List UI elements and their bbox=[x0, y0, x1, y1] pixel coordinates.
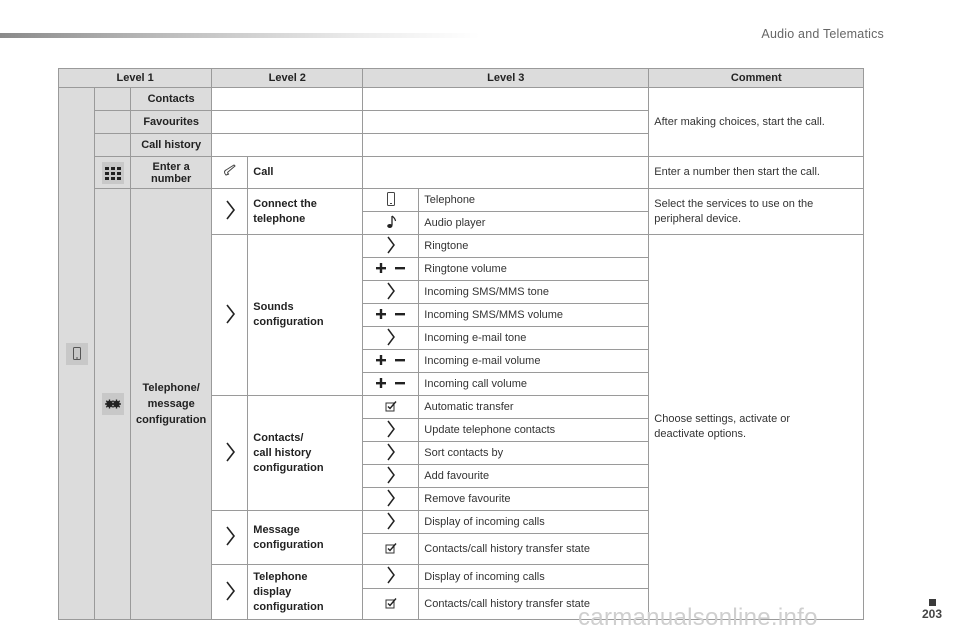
level3-icon-cell bbox=[363, 189, 419, 212]
level3-update-contacts: Update telephone contacts bbox=[419, 419, 649, 442]
empty-cell bbox=[363, 157, 649, 189]
watermark: carmanualsonline.info bbox=[578, 604, 818, 631]
telephone-icon-cell bbox=[59, 88, 95, 620]
level3-icon-cell bbox=[363, 258, 419, 281]
call-icon-cell bbox=[212, 157, 248, 189]
chevron-right-icon bbox=[224, 199, 236, 221]
chevron-right-icon bbox=[386, 566, 396, 584]
plus-minus-icon bbox=[375, 262, 407, 274]
level3-call-volume: Incoming call volume bbox=[419, 373, 649, 396]
level3-icon-cell bbox=[363, 511, 419, 534]
level3-icon-cell bbox=[363, 419, 419, 442]
chevron-cell bbox=[212, 396, 248, 511]
level1-telephone-message-configuration: Telephone/ message configuration bbox=[131, 189, 212, 620]
comment-contacts: After making choices, start the call. bbox=[649, 88, 864, 157]
level3-icon-cell bbox=[363, 488, 419, 511]
level3-sms-mms-tone: Incoming SMS/MMS tone bbox=[419, 281, 649, 304]
level2-message-configuration: Message configuration bbox=[248, 511, 363, 565]
chevron-cell bbox=[212, 511, 248, 565]
header-level-3: Level 3 bbox=[363, 69, 649, 88]
phone-handset-icon bbox=[222, 163, 238, 179]
telephone-menu-table bbox=[58, 68, 864, 620]
checkbox-icon bbox=[385, 542, 397, 554]
level3-sms-mms-volume: Incoming SMS/MMS volume bbox=[419, 304, 649, 327]
level3-automatic-transfer: Automatic transfer bbox=[419, 396, 649, 419]
blank-icon-cell bbox=[95, 88, 131, 111]
music-note-icon bbox=[385, 215, 397, 229]
checkbox-icon bbox=[385, 400, 397, 412]
level3-icon-cell bbox=[363, 396, 419, 419]
plus-minus-icon bbox=[375, 377, 407, 389]
chevron-cell bbox=[212, 235, 248, 396]
level3-icon-cell bbox=[363, 534, 419, 565]
level3-icon-cell bbox=[363, 373, 419, 396]
level3-icon-cell bbox=[363, 212, 419, 235]
header-gradient-bar bbox=[0, 33, 480, 38]
level3-icon-cell bbox=[363, 565, 419, 589]
comment-enter-number: Enter a number then start the call. bbox=[649, 157, 864, 189]
keypad-icon-cell bbox=[95, 157, 131, 189]
level3-icon-cell bbox=[363, 465, 419, 488]
level3-icon-cell bbox=[363, 281, 419, 304]
level1-contacts: Contacts bbox=[131, 88, 212, 111]
level3-message-transfer-state: Contacts/call history transfer state bbox=[419, 534, 649, 565]
chevron-cell bbox=[212, 565, 248, 620]
level3-email-volume: Incoming e-mail volume bbox=[419, 350, 649, 373]
page-number: 203 bbox=[921, 607, 942, 621]
level3-audio-player: Audio player bbox=[419, 212, 649, 235]
level3-icon-cell bbox=[363, 442, 419, 465]
level3-icon-cell bbox=[363, 327, 419, 350]
level2-contacts-call-history-configuration: Contacts/ call history configuration bbox=[248, 396, 363, 511]
chevron-right-icon bbox=[224, 525, 236, 547]
plus-minus-icon bbox=[375, 354, 407, 366]
smartphone-icon bbox=[386, 192, 396, 206]
chevron-right-icon bbox=[224, 303, 236, 325]
level3-icon-cell bbox=[363, 589, 419, 620]
level3-display-transfer-state: Contacts/call history transfer state bbox=[419, 589, 649, 620]
chevron-right-icon bbox=[224, 441, 236, 463]
empty-cell bbox=[363, 111, 649, 134]
level2-sounds-configuration: Sounds configuration bbox=[248, 235, 363, 396]
level3-remove-favourite: Remove favourite bbox=[419, 488, 649, 511]
level3-display-incoming-calls: Display of incoming calls bbox=[419, 565, 649, 589]
settings-gears-icon bbox=[102, 393, 124, 415]
level3-ringtone: Ringtone bbox=[419, 235, 649, 258]
level3-email-tone: Incoming e-mail tone bbox=[419, 327, 649, 350]
level3-icon-cell bbox=[363, 350, 419, 373]
comment-connect: Select the services to use on the peripheral device. bbox=[649, 189, 864, 235]
empty-cell bbox=[363, 88, 649, 111]
level3-sort-contacts: Sort contacts by bbox=[419, 442, 649, 465]
chevron-right-icon bbox=[386, 282, 396, 300]
level3-icon-cell bbox=[363, 304, 419, 327]
level3-icon-cell bbox=[363, 235, 419, 258]
level1-favourites: Favourites bbox=[131, 111, 212, 134]
level1-call-history: Call history bbox=[131, 134, 212, 157]
plus-minus-icon bbox=[375, 308, 407, 320]
header-level-2: Level 2 bbox=[212, 69, 363, 88]
level2-telephone-display-configuration: Telephone display configuration bbox=[248, 565, 363, 620]
smartphone-icon bbox=[66, 343, 88, 365]
chevron-right-icon bbox=[386, 236, 396, 254]
header-comment: Comment bbox=[649, 69, 864, 88]
level2-connect-telephone: Connect the telephone bbox=[248, 189, 363, 235]
level2-call: Call bbox=[248, 157, 363, 189]
empty-cell bbox=[212, 111, 363, 134]
level3-telephone: Telephone bbox=[419, 189, 649, 212]
blank-icon-cell bbox=[95, 111, 131, 134]
chevron-right-icon bbox=[386, 466, 396, 484]
header-level-1: Level 1 bbox=[59, 69, 212, 88]
empty-cell bbox=[363, 134, 649, 157]
level3-message-display-incoming: Display of incoming calls bbox=[419, 511, 649, 534]
chevron-right-icon bbox=[386, 512, 396, 530]
chevron-right-icon bbox=[386, 420, 396, 438]
empty-cell bbox=[212, 88, 363, 111]
chevron-right-icon bbox=[386, 489, 396, 507]
settings-icon-cell bbox=[95, 189, 131, 620]
chevron-right-icon bbox=[386, 443, 396, 461]
level3-add-favourite: Add favourite bbox=[419, 465, 649, 488]
empty-cell bbox=[212, 134, 363, 157]
page-corner-mark bbox=[929, 599, 936, 606]
level3-ringtone-volume: Ringtone volume bbox=[419, 258, 649, 281]
keypad-icon bbox=[102, 162, 124, 184]
comment-settings: Choose settings, activate or deactivate options. bbox=[649, 235, 864, 620]
section-title: Audio and Telematics bbox=[761, 27, 884, 41]
blank-icon-cell bbox=[95, 134, 131, 157]
level1-enter-number: Enter a number bbox=[131, 157, 212, 189]
chevron-right-icon bbox=[224, 580, 236, 602]
chevron-cell bbox=[212, 189, 248, 235]
checkbox-icon bbox=[385, 597, 397, 609]
chevron-right-icon bbox=[386, 328, 396, 346]
